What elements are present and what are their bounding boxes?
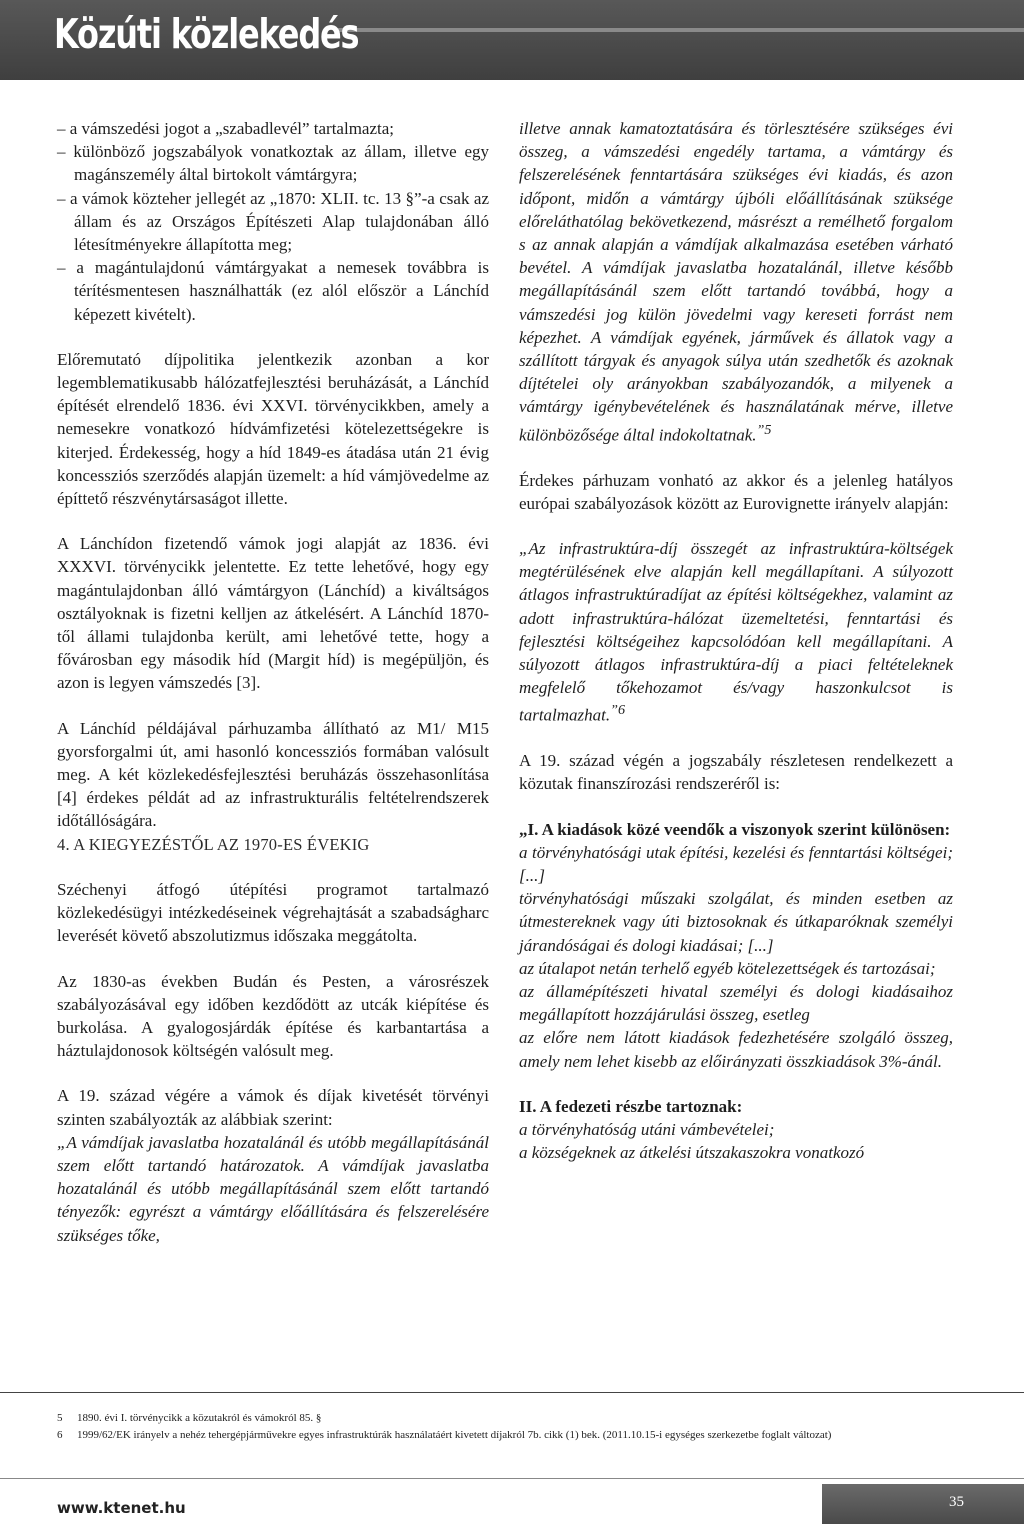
page-number-box bbox=[822, 1484, 1024, 1524]
bullet-item: – a magántulajdonú vámtárgyakat a nemesek továbbra is térítésmentesen használhatták (ez alól először a Lánchíd képezett kivételt). bbox=[57, 258, 489, 324]
list-item: az államépítészeti hivatal személyi és dologi kiadásaihoz megállapított hozzájárulási összeg, esetleg bbox=[519, 982, 953, 1025]
left-column bbox=[57, 117, 489, 1247]
paragraph: Széchenyi átfogó útépítési programot tartalmazó közlekedésügyi intézkedéseinek végrehajtását a szabadságharc leverését követő abszolutizmus időszaka meggátolta. bbox=[57, 879, 489, 946]
quote-paragraph bbox=[519, 117, 953, 447]
header-bar bbox=[0, 0, 1024, 80]
paragraph: A Lánchídon fizetendő vámok jogi alapját az 1836. évi XXXVI. törvénycikk jelentette. Ez tette lehetővé, hogy egy magántulajdonban álló vámtárgyon (Lánchíd) a kiváltságos osztályoknak is fizetni kelljen az átkelésért. A Lánchíd 1870-től állami tulajdonba került, ami lehetővé tette, hogy a fővárosban egy második híd (Margit híd) is megépüljön, és azon is legyen vámszedés [3]. bbox=[57, 534, 489, 693]
bullet-item: – különböző jogszabályok vonatkoztak az állam, illetve egy magánszemély által birtokolt vámtárgyra; bbox=[57, 142, 489, 185]
right-column bbox=[519, 117, 953, 1164]
paragraph: Az 1830-as években Budán és Pesten, a városrészek szabályozásával egy időben kezdődött az utcák kiépítése és burkolása. A gyalogosjárdák építése és karbantartása a háztulajdonosok költségén valósult meg. bbox=[57, 971, 489, 1061]
paragraph: Érdekes párhuzam vonható az akkor és a jelenleg hatályos európai szabályozások között az Eurovignette irányelv alapján: bbox=[519, 470, 953, 513]
footnote-text: 1890. évi I. törvénycikk a közutakról és vámokról 85. § bbox=[77, 1412, 322, 1424]
quote-paragraph bbox=[519, 537, 953, 727]
paragraph: Előremutató díjpolitika jelentkezik azonban a kor legemblematikusabb hálózatfejlesztési beruházását, a Lánchíd építését elrendelő 1836. évi XXVI. törvénycikkben, amely a nemesekre vonatkozó hídvámfizetési kötelezettségekre is kiterjed. Érdekesség, hogy a híd 1849-es átadása után 21 évig koncessziós szerződés alapján üzemelt: a híd vámjövedelme az építtető részvénytársaságot illette. bbox=[57, 349, 489, 509]
list-item: a törvényhatóság utáni vámbevételei; bbox=[519, 1120, 775, 1140]
list-item: a törvényhatósági utak építési, kezelési és fenntartási költségei; [...] bbox=[519, 842, 953, 885]
quote-text: illetve annak kamatoztatására és törlesztésére szükséges évi összeg, a vámszedési engedély tartama, a vámtárgy és felszerelésének fenntartására szükséges évi kiadás, és azon időpont, midőn a vámtárgy újbóli előállításának szüksége előreláthatólag bekövetkezend, másrészt a remélhető forgalom s az annak alapján a vámdíjak alkalmazása esetében várható bevétel. A vámdíjak javaslatba hozatalánál, illetve később megállapításánál szem előtt tartandó továbbá, hogy a vámszedési jog külön jövedelmi vagy kereseti forrást nem képezhet. A vámdíjak egyének, járművek és állatok vagy a szállított tárgyak és anyagok súlya után szedhetők és azoknak díjtételei oly arányokban szabályozandók, a milyenek a vámtárgy igénybevételének és használatának mérve, illetve különbözősége által indokoltatnak. bbox=[519, 119, 953, 445]
list-item: a községeknek az átkelési útszakaszokra vonatkozó bbox=[519, 1143, 865, 1163]
paragraph: A 19. század végén a jogszabály részletesen rendelkezett a közutak finanszírozási rendszeréről is: bbox=[519, 751, 953, 794]
footnote-divider bbox=[0, 1392, 1024, 1393]
footnote-text: 1999/62/EK irányelv a nehéz tehergépjárművekre egyes infrastruktúrák használatáért kivetett díjakról 7b. cikk (1) bek. (2011.10.15-i egységes szerkezetbe foglalt változat) bbox=[77, 1429, 832, 1441]
footnotes bbox=[57, 1410, 967, 1444]
footnote bbox=[57, 1410, 967, 1427]
section-heading: 4. A KIEGYEZÉSTŐL AZ 1970-ES ÉVEKIG bbox=[57, 834, 370, 854]
section-title: II. A fedezeti részbe tartoznak: bbox=[519, 1096, 743, 1116]
page-title: Közúti közlekedés bbox=[54, 10, 359, 58]
footer-url[interactable]: www.ktenet.hu bbox=[57, 1499, 186, 1517]
footnote-number: 5 bbox=[57, 1412, 63, 1424]
section-title: „I. A kiadások közé veendők a viszonyok szerint különösen: bbox=[519, 819, 951, 839]
footnote-ref: ”5 bbox=[756, 421, 772, 438]
list-item: az előre nem látott kiadások fedezhetésére szolgáló összeg, amely nem lehet kisebb az előirányzati összkiadások 3%-ánál. bbox=[519, 1028, 953, 1071]
paragraph: A 19. század végére a vámok és díjak kivetését törvényi szinten szabályozták az alábbiak szerint: bbox=[57, 1086, 489, 1129]
bullet-item: – a vámszedési jogot a „szabadlevél” tartalmazta; bbox=[57, 119, 395, 138]
footnote-number: 6 bbox=[57, 1429, 63, 1441]
footnote bbox=[57, 1427, 967, 1444]
bullet-item: – a vámok közteher jellegét az „1870: XLII. tc. 13 §”-a csak az állam és az Országos Építészeti Alap tulajdonában álló létesítményekre állapította meg; bbox=[57, 188, 489, 255]
quote-paragraph: „A vámdíjak javaslatba hozatalánál és utóbb megállapításánál szem előtt tartandó határozatok. A vámdíjak javaslatba hozatalánál és utóbb megállapításánál szem előtt tartandó tényezők: egyrészt a vámtárgy előállítására és felszerelésére szükséges tőke, bbox=[57, 1132, 489, 1245]
header-rule bbox=[338, 28, 1024, 32]
page-number: 35 bbox=[949, 1494, 964, 1510]
paragraph: A Lánchíd példájával párhuzamba állítható az M1/ M15 gyorsforgalmi út, ami hasonló koncessziós formában valósult meg. A két közlekedésfejlesztési beruházás összehasonlítása [4] érdekes példát ad az infrastrukturális feltételrendszerek időtállóságára. bbox=[57, 718, 489, 831]
list-item: törvényhatósági műszaki szolgálat, és minden esetben az útmestereknek vagy úti biztosoknak és útkaparóknak személyi járandóságai és dologi kiadásai; [...] bbox=[519, 889, 953, 955]
footer-divider bbox=[0, 1478, 1024, 1479]
footnote-ref: ”6 bbox=[610, 702, 626, 719]
quote-text: „Az infrastruktúra-díj összegét az infrastruktúra-költségek megtérülésének elve alapján kell megállapítani. A súlyozott átlagos infrastruktúradíjat az építési költségekhez, valamint az adott infrastruktúra-hálózat üzemeltetési, fenntartási és fejlesztési költségeihez kapcsolódóan kell megállapítani. A súlyozott átlagos infrastruktúra-díj a piaci feltételeknek megfelelő tőkehozamot és/vagy haszonkulcsot is tartalmazhat. bbox=[519, 538, 953, 725]
list-item: az útalapot netán terhelő egyéb kötelezettségek és tartozásai; bbox=[519, 958, 936, 978]
